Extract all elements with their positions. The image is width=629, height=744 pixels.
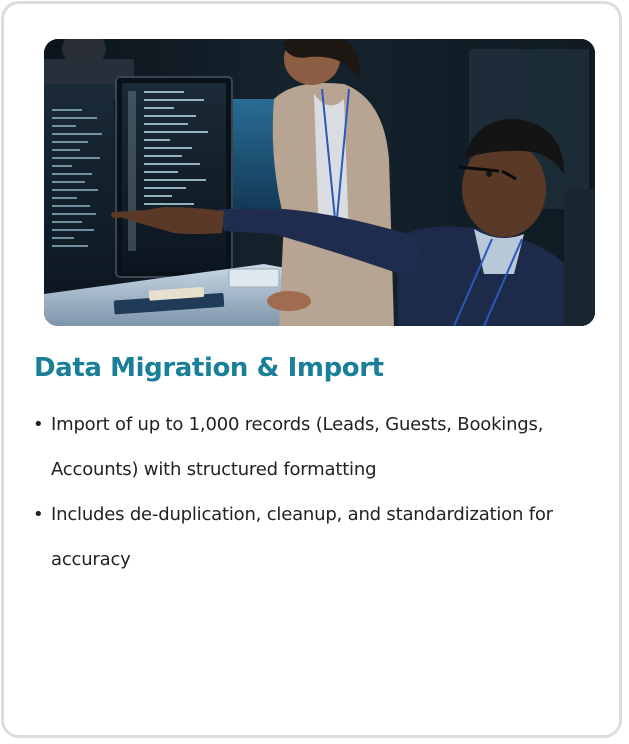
bullet-icon: • — [33, 504, 44, 525]
bullet-icon: • — [33, 414, 44, 435]
card-title: Data Migration & Import — [34, 353, 384, 383]
service-card — [1, 1, 622, 738]
feature-list — [33, 402, 593, 582]
list-item — [33, 402, 593, 492]
hero-photo-illustration — [44, 39, 595, 326]
list-item-text: Includes de-duplication, cleanup, and standardization for accuracy — [51, 504, 553, 570]
list-item-text: Import of up to 1,000 records (Leads, Guests, Bookings, Accounts) with structured formatting — [51, 414, 544, 480]
list-item — [33, 492, 593, 582]
hero-photo — [44, 39, 595, 326]
